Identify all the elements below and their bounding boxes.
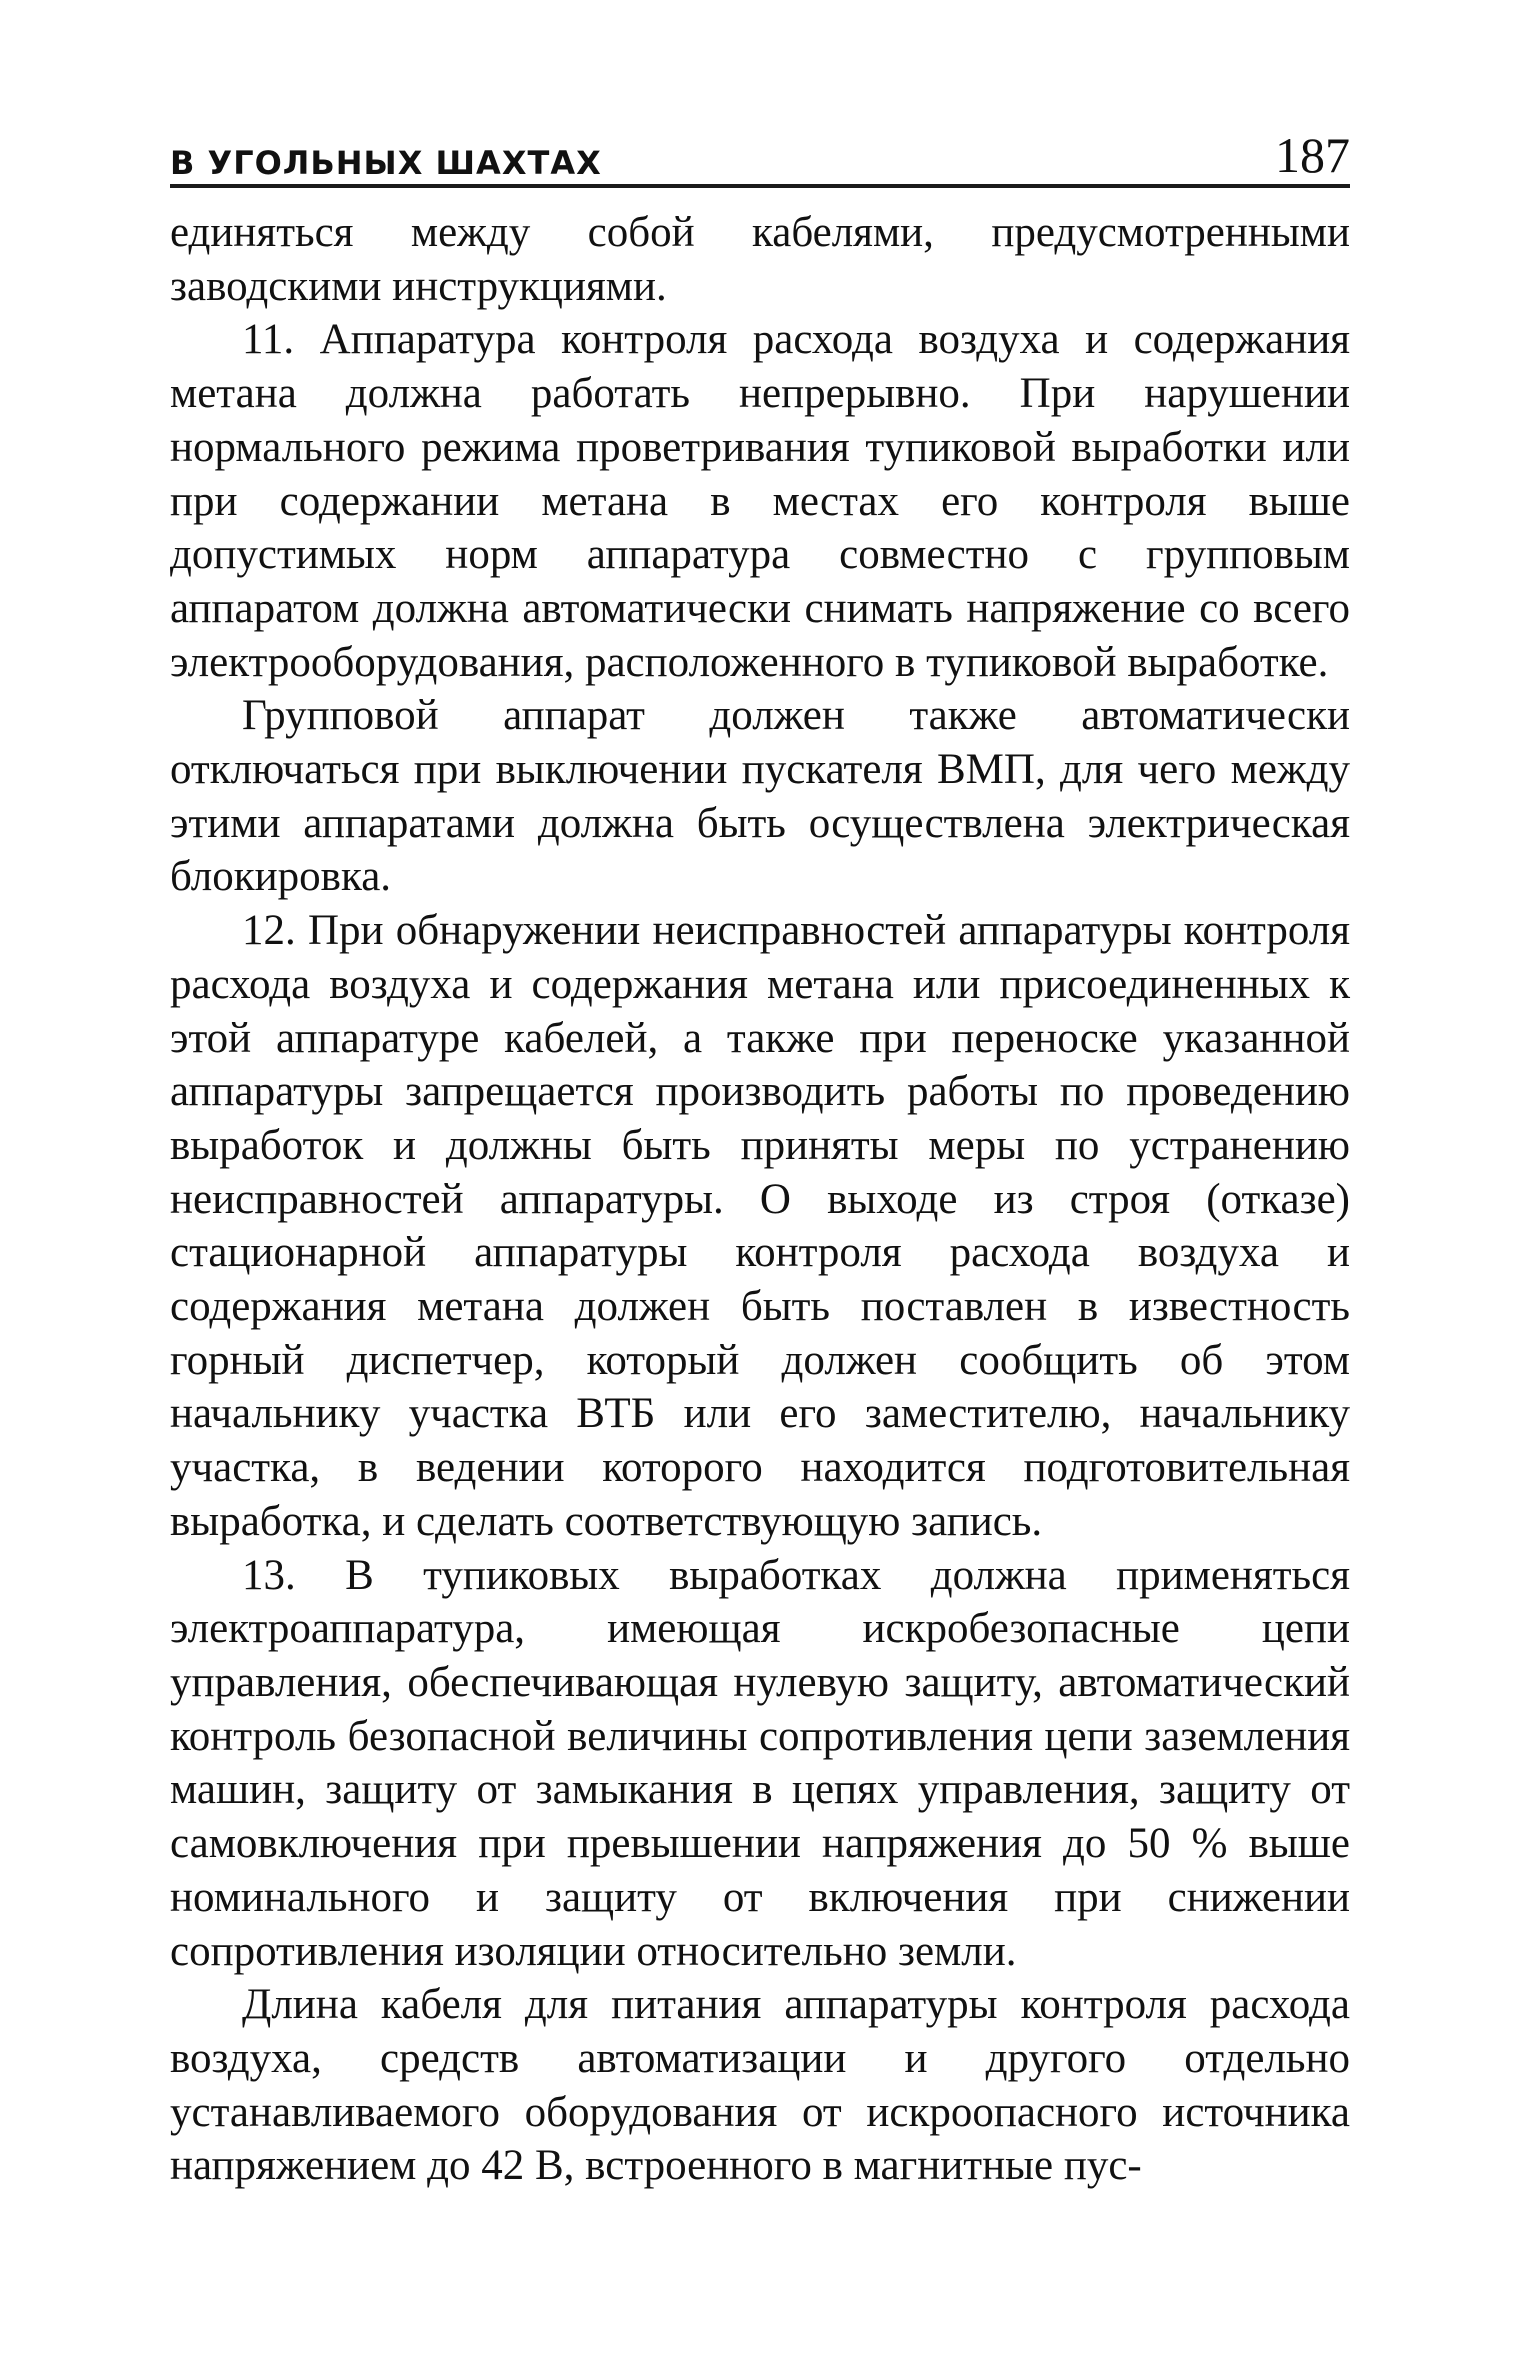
paragraph-item-12: 12. При обнаружении неисправностей аппаратуры контроля расхода воздуха и содержания метана или присоединенных к этой аппаратуре кабелей, а также при переноске указанной аппаратуры запрещается производить работы по проведению выработок и должны быть приняты меры по устранению неисправностей аппаратуры. О выходе из строя (отказе) стационарной аппаратуры контроля расхода воздуха и содержания метана должен быть поставлен в известность горный диспетчер, который должен сообщить об этом начальнику участка ВТБ или его заместителю, начальнику участка, в ведении которого находится подготовительная выработка, и сделать соответствующую запись. [170, 907, 1350, 1545]
paragraph-group-apparatus: Групповой аппарат должен также автоматически отключаться при выключении пускателя ВМП, для чего между этими аппаратами должна быть осуществлена электрическая блокировка. [170, 692, 1350, 901]
paragraph-continuation: единяться между собой кабелями, предусмотренными заводскими инструкциями. [170, 209, 1350, 310]
paragraph-cable-length: Длина кабеля для питания аппаратуры контроля расхода воздуха, средств автоматизации и другого отдельно устанавливаемого оборудования от искроопасного источника напряжением до 42 В, встроенного в магнитные пус- [170, 1981, 1350, 2190]
paragraph-item-11: 11. Аппаратура контроля расхода воздуха и содержания метана должна работать непрерывно. При нарушении нормального режима проветривания тупиковой выработки или при содержании метана в местах его контроля выше допустимых норм аппаратура совместно с групповым аппаратом должна автоматически снимать напряжение со всего электрооборудования, расположенного в тупиковой выработке. [170, 316, 1350, 686]
page-number: 187 [1275, 127, 1350, 183]
paragraph-item-13: 13. В тупиковых выработках должна применяться электроаппаратура, имеющая искробезопасные цепи управления, обеспечивающая нулевую защиту, автоматический контроль безопасной величины сопротивления цепи заземления машин, защиту от замыкания в цепях управления, защиту от самовключения при превышении напряжения до 50 % выше номинального и защиту от включения при снижении сопротивления изоляции относительно земли. [170, 1551, 1350, 1975]
book-page [170, 128, 1350, 2193]
running-header [170, 128, 1350, 188]
body-text [170, 206, 1350, 2193]
running-title: В УГОЛЬНЫХ ШАХТАХ [170, 144, 602, 182]
